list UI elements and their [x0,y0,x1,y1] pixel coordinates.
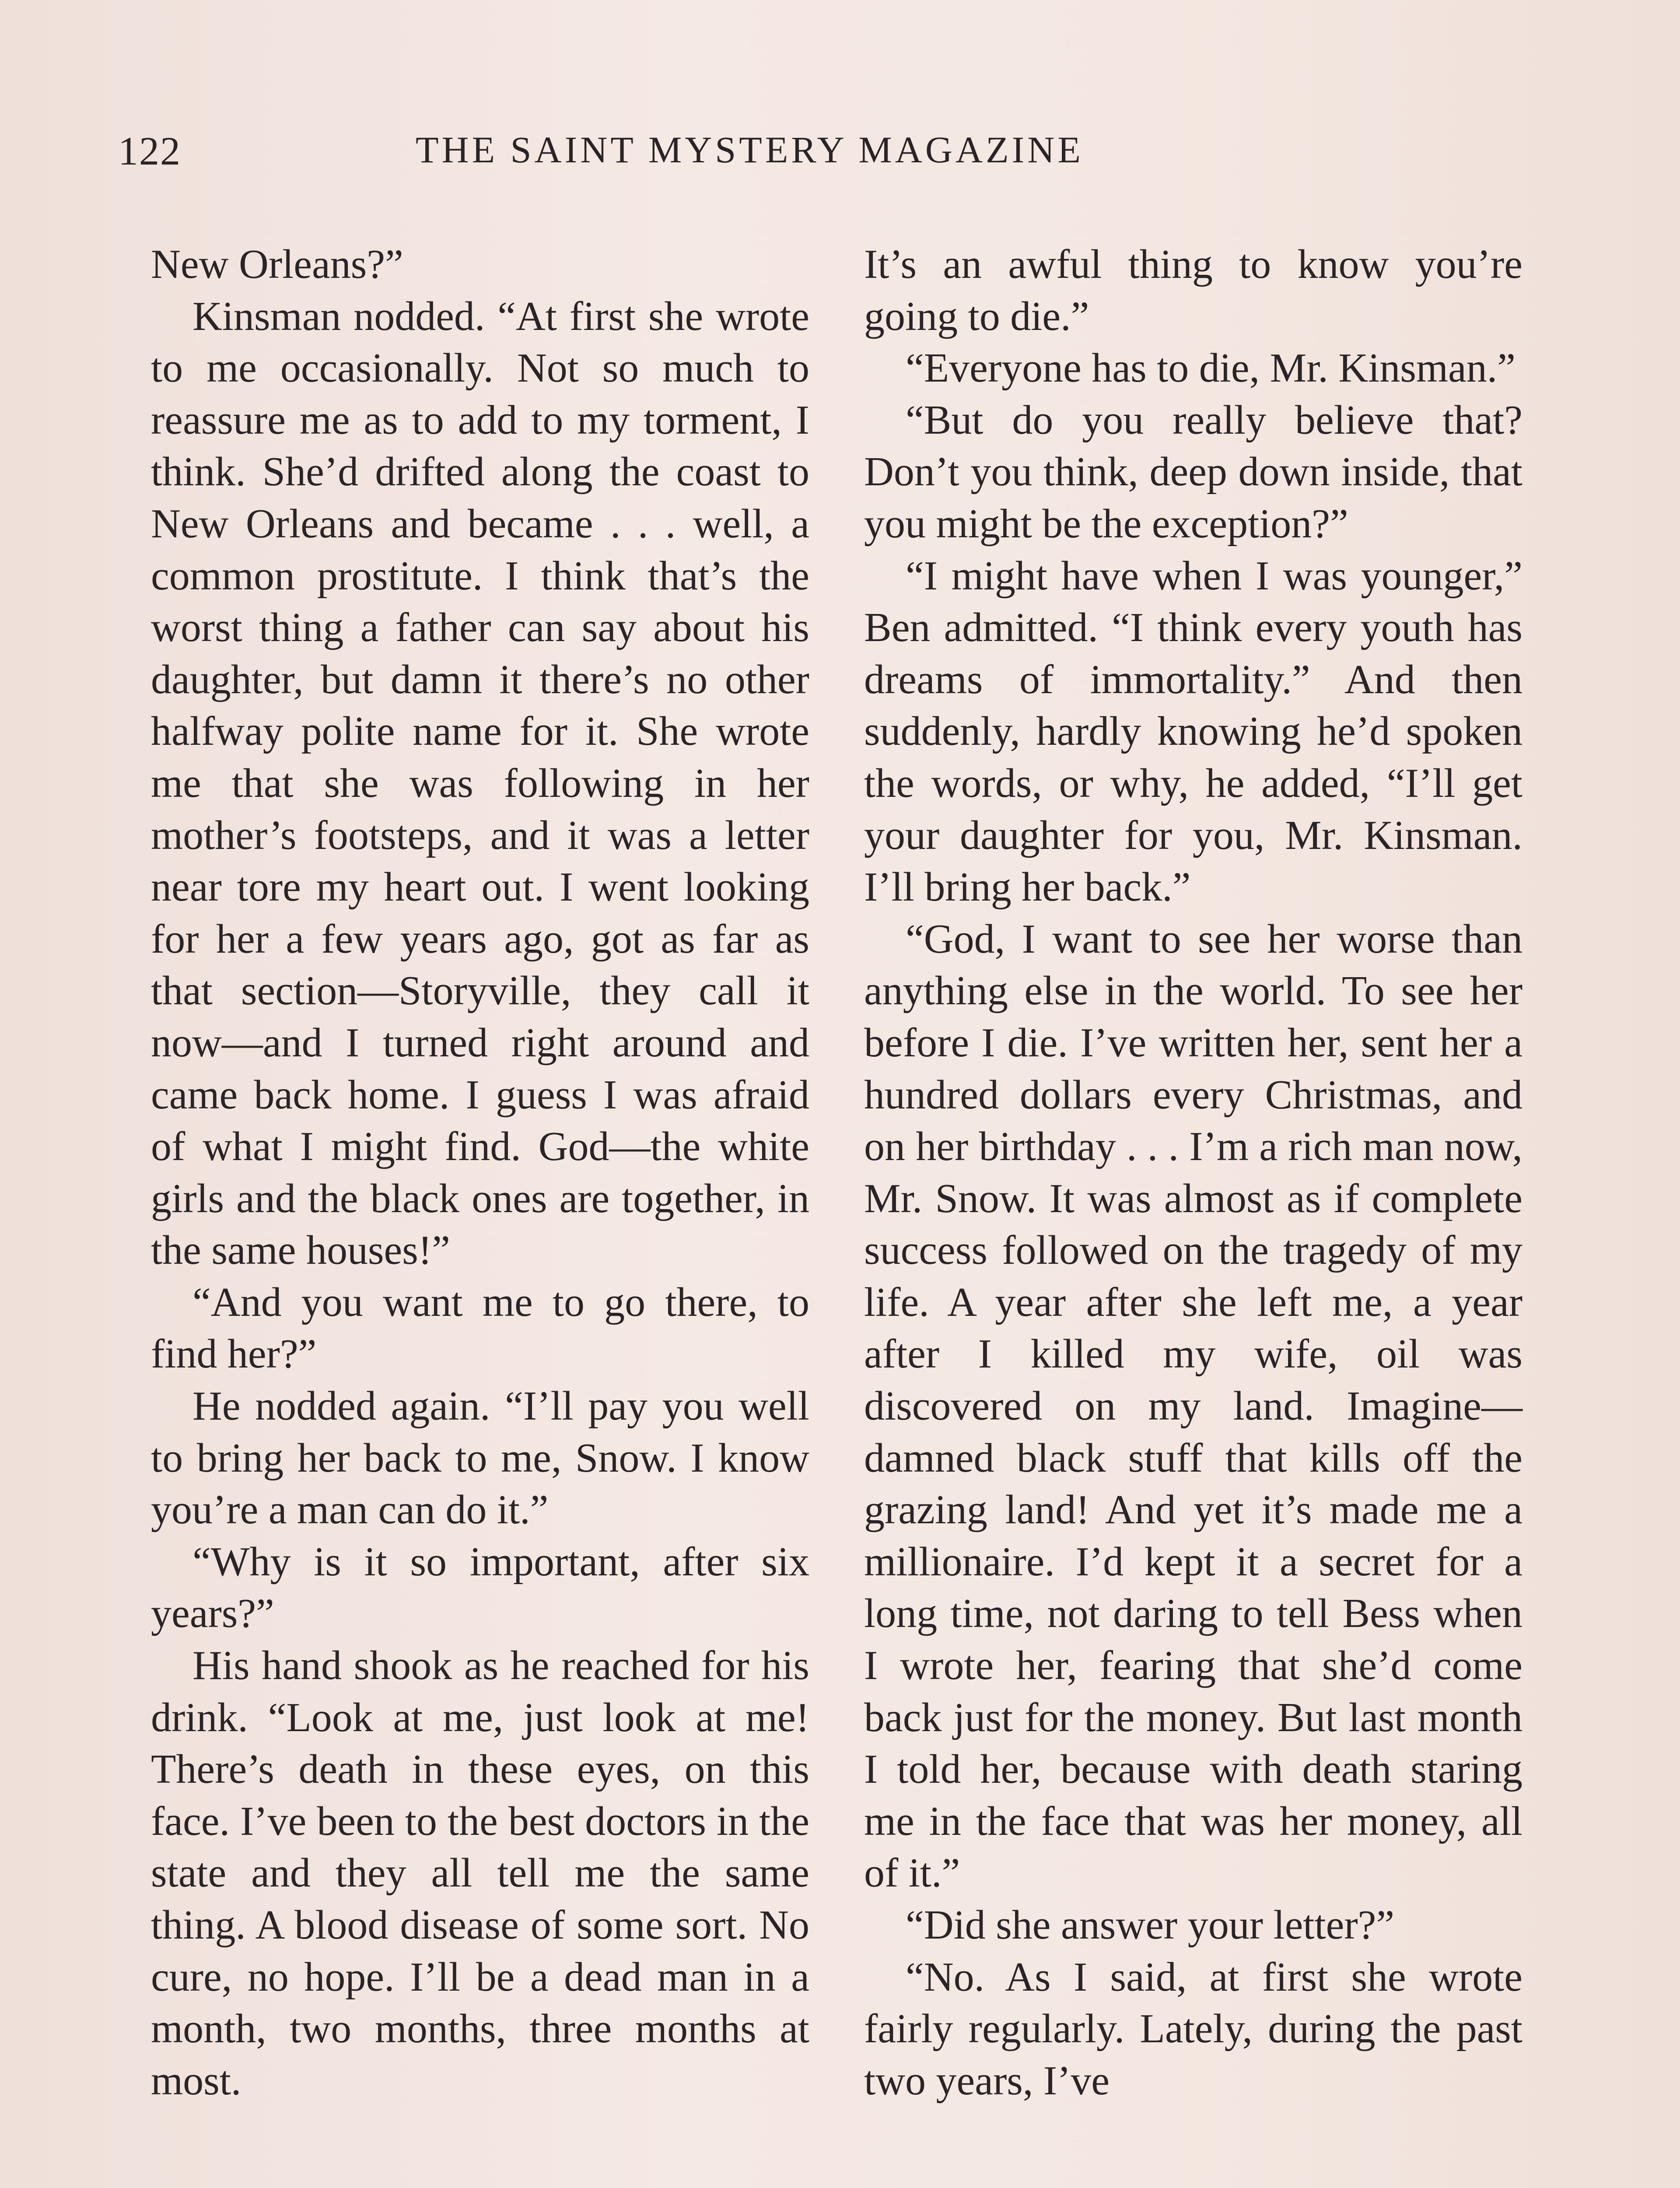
paragraph: New Orleans?” [151,242,403,287]
paragraph: He nodded again. “I’ll pay you well to bring her back to me, Snow. I know you’re a man can do it.” [151,1383,809,1533]
left-column [151,238,809,2107]
right-column [864,238,1522,2107]
paragraph: His hand shook as he reached for his drink. “Look at me, just look at me! There’s death in these eyes, on this face. I’ve been to the best doctors in the state and they all tell me the same thing. A blood disease of some sort. No cure, no hope. I’ll be a dead man in a month, two months, three months at most. [151,1643,809,2104]
paragraph: “Did she answer your letter?” [906,1902,1395,1948]
page-number: 122 [118,129,181,173]
paragraph: “Everyone has to die, Mr. Kinsman.” [906,345,1516,391]
paragraph: “I might have when I was younger,” Ben admitted. “I think every youth has dreams of immortality.” And then suddenly, hardly knowing he’d spoken the words, or why, he added, “I’ll get your daughter for you, Mr. Kinsman. I’ll bring her back.” [864,553,1522,910]
paragraph: “God, I want to see her worse than anything else in the world. To see her before I die. I’ve written her, sent her a hundred dollars every Christmas, and on her birthday . . . I’m a rich man now, Mr. Snow. It was almost as if complete success followed on the tragedy of my life. A year after she left me, a year after I killed my wife, oil was discovered on my land. Imagine—damned black stuff that kills off the grazing land! And yet it’s made me a millionaire. I’d kept it a secret for a long time, not daring to tell Bess when I wrote her, fearing that she’d come back just for the money. But last month I told her, because with death staring me in the face that was her money, all of it.” [864,916,1522,1896]
page-header [118,128,1562,185]
running-title: THE SAINT MYSTERY MAGAZINE [416,129,1084,171]
paragraph: “But do you really believe that? Don’t you think, deep down inside, that you might be the exception?” [864,397,1522,547]
paragraph: It’s an awful thing to know you’re going to die.” [864,242,1522,339]
paragraph: “Why is it so important, after six years?” [151,1539,809,1637]
paragraph: “And you want me to go there, to find her?” [151,1279,809,1377]
paragraph: Kinsman nodded. “At first she wrote to me occasionally. Not so much to reassure me as to add to my torment, I think. She’d drifted along the coast to New Orleans and became . . . well, a common prostitute. I think that’s the worst thing a father can say about his daughter, but damn it there’s no other halfway polite name for it. She wrote me that she was following in her mother’s footsteps, and it was a letter near tore my heart out. I went looking for her a few years ago, got as far as that section—Storyville, they call it now—and I turned right around and came back home. I guess I was afraid of what I might find. God—the white girls and the black ones are together, in the same houses!” [151,293,809,1273]
paragraph: “No. As I said, at first she wrote fairly regularly. Lately, during the past two years, I’ve [864,1954,1522,2104]
